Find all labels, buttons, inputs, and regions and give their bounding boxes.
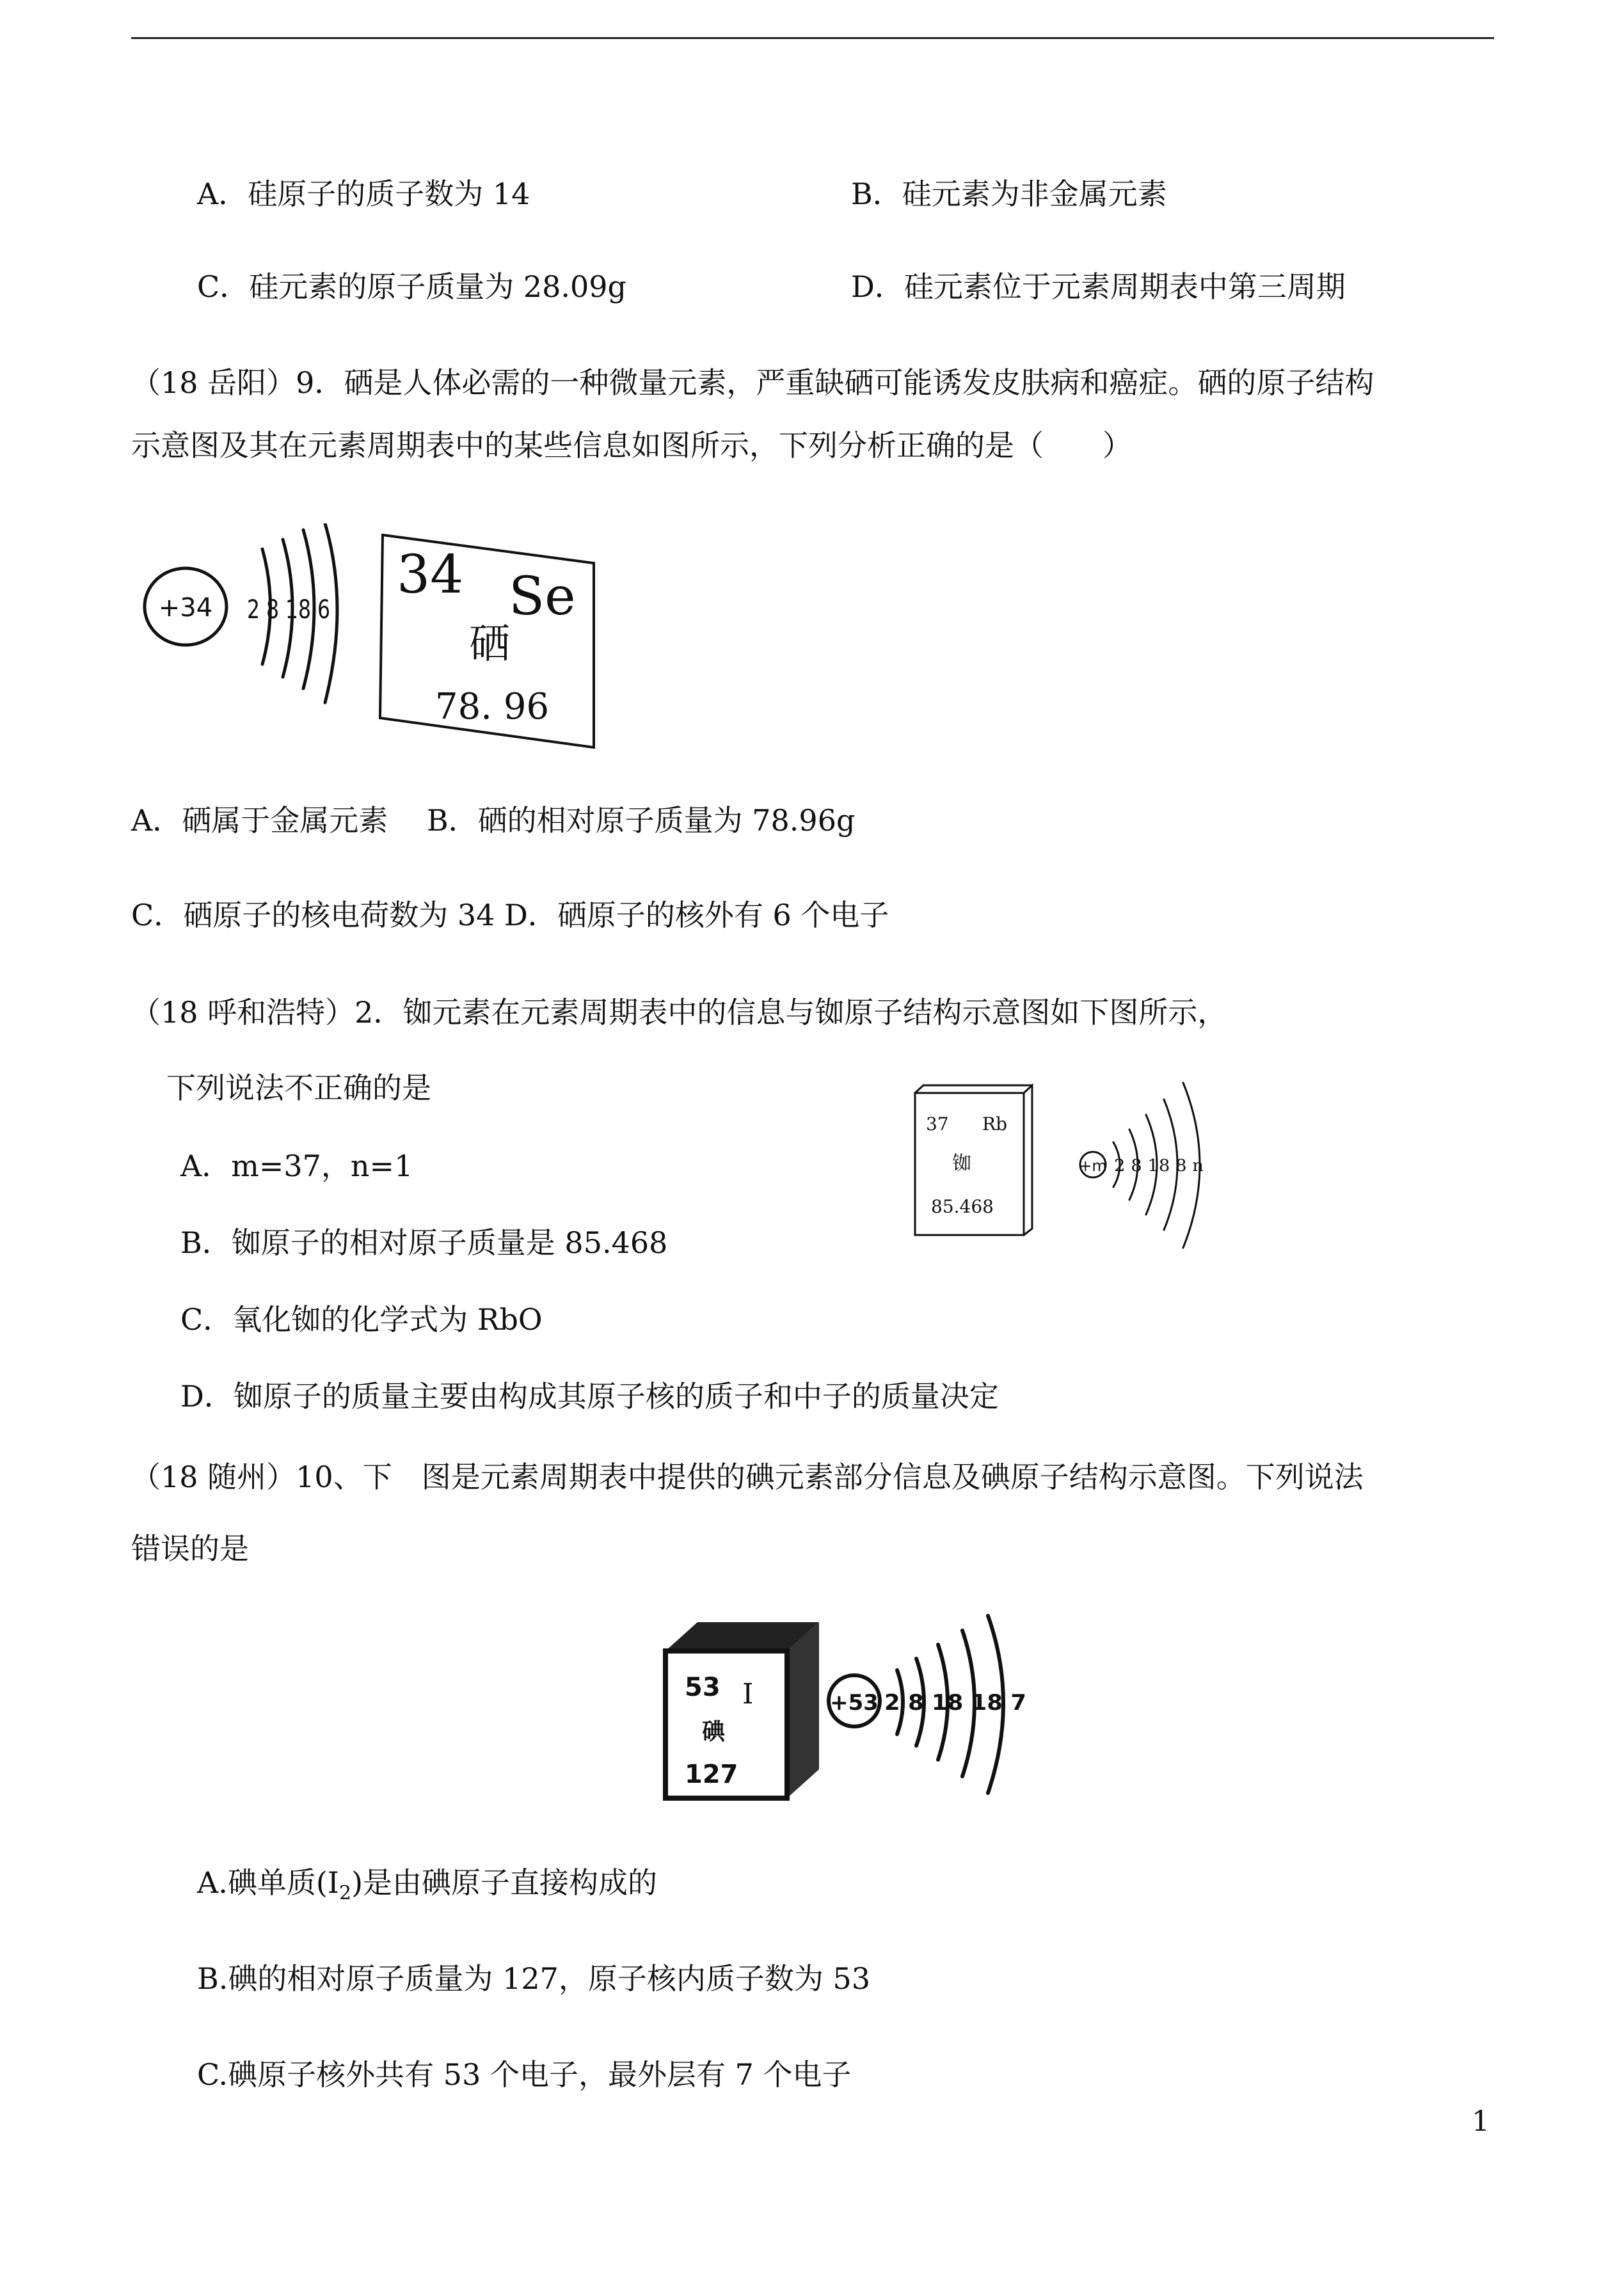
option-a-silicon: A．硅原子的质子数为 14 bbox=[197, 177, 530, 211]
question-se-stem-line2: 示意图及其在元素周期表中的某些信息如图所示，下列分析正确的是（ ） bbox=[131, 428, 1132, 463]
selenium-symbol: Se bbox=[509, 566, 576, 627]
iodine-symbol: I bbox=[742, 1678, 754, 1710]
rubidium-nucleus-label: +m bbox=[1079, 1157, 1107, 1175]
selenium-figure bbox=[134, 523, 608, 754]
question-i-stem-line1: （18 随州）10、下 图是元素周期表中提供的碘元素部分信息及碘原子结构示意图。下列说法 bbox=[131, 1460, 1364, 1494]
iodine-atomic-number: 53 bbox=[685, 1673, 720, 1702]
selenium-nucleus-label: +34 bbox=[158, 593, 213, 623]
option-a-rubidium: A．m=37，n=1 bbox=[180, 1149, 413, 1183]
iodine-name: 碘 bbox=[701, 1719, 726, 1745]
iodine-cube-side bbox=[787, 1622, 819, 1798]
rubidium-atomic-number: 37 bbox=[926, 1113, 949, 1135]
selenium-atomic-number: 34 bbox=[397, 545, 464, 605]
option-a-iodine: A.碘单质$(I_2)$是由碘原子直接构成的 bbox=[197, 1865, 658, 1905]
iodine-atomic-mass: 127 bbox=[685, 1760, 738, 1789]
option-c-rubidium: C．氧化铷的化学式为 RbO bbox=[180, 1302, 543, 1337]
question-rb-stem-line1: （18 呼和浩特）2．铷元素在元素周期表中的信息与铷原子结构示意图如下图所示， bbox=[131, 995, 1227, 1030]
option-b-silicon: B．硅元素为非金属元素 bbox=[851, 177, 1167, 211]
question-i-stem-line2: 错误的是 bbox=[131, 1531, 249, 1566]
option-cd-selenium: C．硒原子的核电荷数为 34 D．硒原子的核外有 6 个电子 bbox=[131, 898, 889, 932]
selenium-atomic-mass: 78. 96 bbox=[435, 686, 550, 728]
rubidium-symbol: Rb bbox=[982, 1113, 1008, 1135]
option-b-iodine: B.碘的相对原子质量为 127，原子核内质子数为 53 bbox=[197, 1961, 871, 1996]
option-d-rubidium: D．铷原子的质量主要由构成其原子核的质子和中子的质量决定 bbox=[180, 1379, 999, 1414]
header-rule bbox=[131, 37, 1494, 39]
selenium-name: 硒 bbox=[469, 621, 510, 668]
iodine-figure bbox=[659, 1613, 1056, 1824]
rubidium-atomic-mass: 85.468 bbox=[931, 1196, 994, 1217]
option-c-iodine: C.碘原子核外共有 53 个电子，最外层有 7 个电子 bbox=[197, 2057, 852, 2092]
question-rb-stem-line2: 下列说法不正确的是 bbox=[166, 1071, 431, 1105]
question-se-stem-line1: （18 岳阳）9．硒是人体必需的一种微量元素，严重缺硒可能诱发皮肤病和癌症。硒的原子结构 bbox=[131, 365, 1374, 400]
iodine-shell-counts: 2 8 18 18 7 bbox=[884, 1690, 1026, 1716]
page-number: 1 bbox=[1472, 2105, 1490, 2138]
rubidium-figure bbox=[912, 1069, 1232, 1261]
option-ab-selenium: A．硒属于金属元素 B．硒的相对原子质量为 78.96g bbox=[131, 803, 856, 838]
rubidium-card-side bbox=[1024, 1085, 1032, 1235]
iodine-nucleus-label: +53 bbox=[830, 1690, 879, 1716]
rubidium-shell-counts: 2 8 18 8 n bbox=[1114, 1156, 1204, 1176]
option-b-rubidium: B．铷原子的相对原子质量是 85.468 bbox=[180, 1225, 668, 1260]
selenium-shell-counts: 2 8 18 6 bbox=[247, 595, 330, 625]
option-d-silicon: D．硅元素位于元素周期表中第三周期 bbox=[851, 269, 1346, 304]
option-c-silicon: C．硅元素的原子质量为 28.09g bbox=[197, 269, 626, 304]
rubidium-name: 铷 bbox=[952, 1152, 971, 1175]
